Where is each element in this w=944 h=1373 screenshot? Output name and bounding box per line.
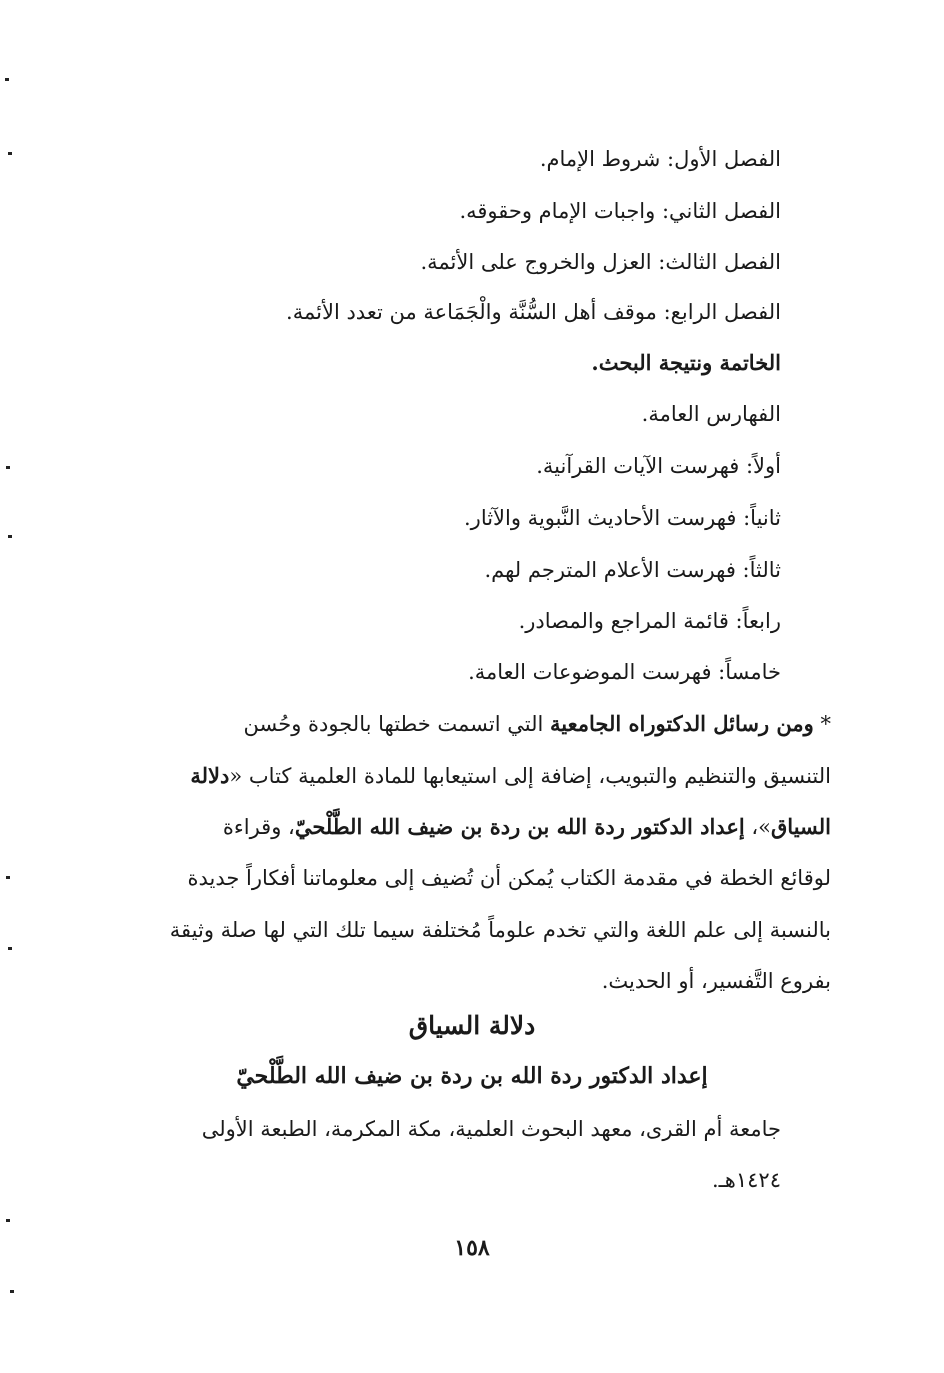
toc-chapter-2: الفصل الثاني: واجبات الإمام وحقوقه. xyxy=(459,199,781,223)
book-publisher: جامعة أم القرى، معهد البحوث العلمية، مكة المكرمة، الطبعة الأولى xyxy=(201,1117,781,1141)
paragraph-text: التنسيق والتنظيم والتبويب، إضافة إلى استيعابها للمادة العلمية كتاب « xyxy=(229,764,831,788)
toc-conclusion: الخاتمة ونتيجة البحث. xyxy=(591,350,781,375)
paragraph-line-4: لوقائع الخطة في مقدمة الكتاب يُمكن أن تُضيف إلى معلوماتنا أفكاراً جديدة xyxy=(187,866,831,890)
paragraph-text: »، xyxy=(744,815,771,839)
toc-index-5: خامساً: فهرست الموضوعات العامة. xyxy=(468,660,781,684)
scan-mark xyxy=(10,1290,14,1293)
paragraph-bold-phrase: دلالة xyxy=(190,763,230,788)
scan-mark xyxy=(8,152,12,155)
scan-mark xyxy=(6,1219,10,1222)
toc-chapter-4: الفصل الرابع: موقف أهل السُّنَّة والْجَمَاعة من تعدد الأئمة. xyxy=(286,300,781,324)
toc-indexes: الفهارس العامة. xyxy=(641,402,781,426)
scan-mark xyxy=(6,466,10,469)
paragraph-bold-phrase: إعداد الدكتور ردة الله بن ردة بن ضيف الله الطَّلْحيّ xyxy=(294,814,745,839)
toc-index-2: ثانياً: فهرست الأحاديث النَّبوية والآثار. xyxy=(464,506,781,530)
book-year: ١٤٢٤هـ. xyxy=(711,1168,781,1192)
toc-index-3: ثالثاً: فهرست الأعلام المترجم لهم. xyxy=(484,558,781,582)
bullet-star: * xyxy=(820,712,831,736)
page-number: ١٥٨ xyxy=(454,1235,490,1261)
toc-chapter-1: الفصل الأول: شروط الإمام. xyxy=(539,147,781,171)
scan-mark xyxy=(5,78,9,81)
toc-index-4: رابعاً: قائمة المراجع والمصادر. xyxy=(518,609,781,633)
scan-mark xyxy=(8,947,12,950)
paragraph-text: ، وقراءة xyxy=(222,815,295,839)
paragraph-line-1 xyxy=(111,709,831,739)
toc-index-1: أولاً: فهرست الآيات القرآنية. xyxy=(536,454,781,478)
book-author: إعداد الدكتور ردة الله بن ردة بن ضيف الله الطَّلْحيّ xyxy=(236,1063,708,1089)
paragraph-bold-phrase: السياق xyxy=(771,814,831,839)
scan-mark xyxy=(8,535,12,538)
paragraph-line-3 xyxy=(111,812,831,842)
paragraph-text: التي اتسمت خطتها بالجودة وحُسن xyxy=(243,712,551,736)
toc-chapter-3: الفصل الثالث: العزل والخروج على الأئمة. xyxy=(420,250,781,274)
scan-mark xyxy=(6,876,10,879)
paragraph-line-2 xyxy=(111,761,831,791)
paragraph-bold-phrase: ومن رسائل الدكتوراه الجامعية xyxy=(550,711,814,736)
book-title: دلالة السياق xyxy=(408,1011,536,1040)
paragraph-line-6: بفروع التَّفسير، أو الحديث. xyxy=(601,969,831,993)
paragraph-line-5: بالنسبة إلى علم اللغة والتي تخدم علوماً مُختلفة سيما تلك التي لها صلة وثيقة xyxy=(169,918,831,942)
